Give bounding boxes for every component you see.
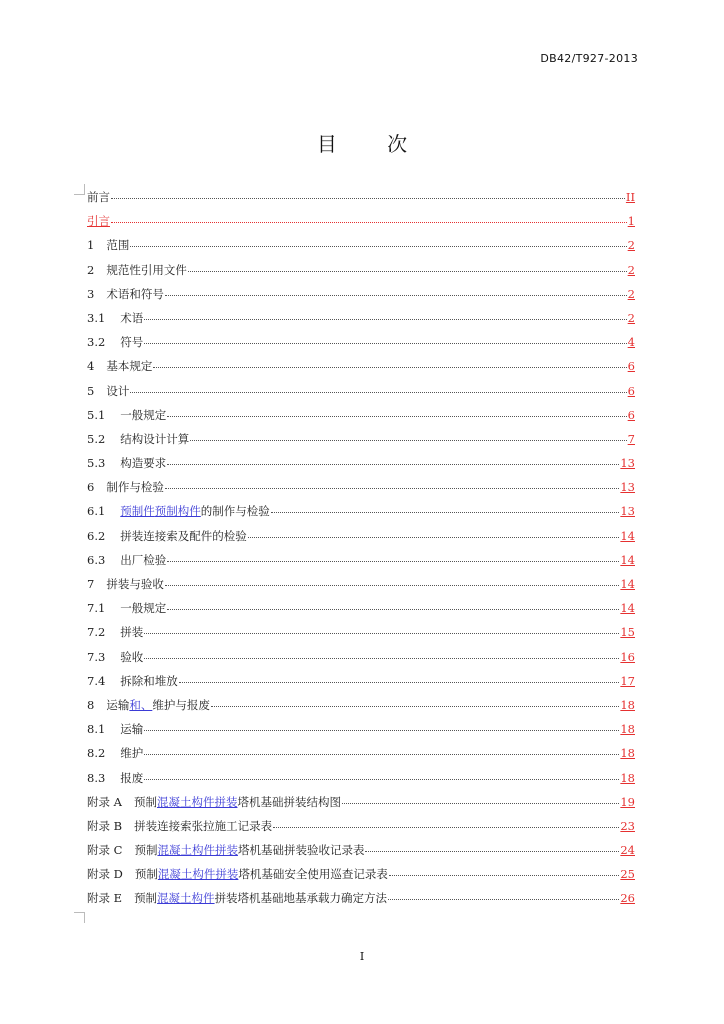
revision-inserted-text[interactable]: 混凝土构件拼装	[156, 794, 238, 809]
toc-entry[interactable]	[87, 576, 635, 600]
toc-dot-leader	[165, 294, 627, 296]
toc-entry-label	[87, 770, 143, 786]
toc-dot-leader	[167, 608, 619, 610]
toc-page-link[interactable]: 4	[627, 335, 635, 350]
toc-entry-label	[87, 649, 143, 665]
toc-page-link[interactable]: 19	[620, 794, 635, 809]
toc-entry-title: 制作与检验	[106, 480, 164, 495]
toc-dot-leader	[271, 511, 620, 513]
toc-page-link[interactable]: 14	[620, 577, 635, 591]
toc-entry-label	[87, 503, 270, 519]
toc-entry-number: 5.3	[87, 456, 106, 471]
toc-entry-title-part: 预制	[134, 867, 158, 882]
toc-page-link[interactable]: 16	[620, 649, 635, 664]
toc-entry-title	[134, 795, 341, 809]
margin-mark-top	[74, 184, 85, 195]
toc-entry[interactable]	[87, 310, 635, 334]
toc-page-link[interactable]: 24	[620, 843, 635, 858]
toc-entry-label	[87, 576, 164, 592]
toc-entry-title: 符号	[120, 335, 144, 350]
toc-entry-number: 3	[87, 286, 95, 301]
toc-entry-title	[106, 698, 210, 712]
toc-entry-number: 3.1	[87, 310, 106, 325]
toc-dot-leader	[130, 245, 626, 247]
toc-entry[interactable]	[87, 479, 635, 503]
toc-entry-number: 7	[87, 577, 95, 591]
revision-deleted-text: 预制件	[120, 504, 155, 519]
toc-entry[interactable]	[87, 358, 635, 382]
toc-dot-leader	[167, 463, 619, 465]
table-of-contents	[87, 189, 635, 915]
toc-entry-label	[87, 407, 166, 423]
toc-dot-leader	[111, 221, 627, 223]
toc-entry-title	[120, 504, 270, 518]
toc-entry-number: 附录 D	[87, 867, 123, 882]
toc-entry[interactable]	[87, 745, 635, 769]
toc-entry-number: 5.1	[87, 407, 106, 422]
toc-entry-title: 一般规定	[120, 601, 167, 616]
toc-page-link[interactable]: 2	[627, 262, 635, 277]
page-title: 目 次	[316, 132, 430, 156]
toc-entry-title-part: 的制作与检验	[200, 504, 270, 519]
revision-inserted-text[interactable]: 和、	[129, 697, 153, 712]
toc-entry[interactable]	[87, 600, 635, 624]
toc-dot-leader	[144, 729, 619, 731]
toc-dot-leader	[188, 270, 627, 272]
toc-entry-title-part: 预制	[134, 843, 158, 858]
toc-entry-number: 8.2	[87, 746, 106, 761]
toc-entry[interactable]	[87, 697, 635, 721]
toc-page-link[interactable]: 13	[620, 480, 635, 495]
toc-entry[interactable]	[87, 673, 635, 697]
toc-dot-leader	[365, 850, 619, 852]
toc-entry[interactable]	[87, 842, 635, 866]
toc-dot-leader	[248, 536, 620, 538]
toc-entry-title	[135, 867, 388, 881]
margin-mark-bottom	[74, 912, 85, 923]
toc-entry-label	[87, 721, 143, 737]
toc-entry-number: 5.2	[87, 431, 106, 446]
toc-page-link[interactable]: 2	[627, 310, 635, 325]
toc-page-link[interactable]: 2	[627, 286, 635, 301]
toc-entry-number: 6.2	[87, 528, 106, 543]
toc-page-link[interactable]: 18	[620, 770, 635, 785]
toc-entry-number: 1	[87, 238, 95, 253]
toc-dot-leader	[144, 318, 626, 320]
toc-entry[interactable]	[87, 649, 635, 673]
toc-entry[interactable]	[87, 528, 635, 552]
toc-page-link[interactable]: 14	[620, 528, 635, 543]
toc-entry[interactable]	[87, 624, 635, 648]
toc-entry[interactable]	[87, 189, 635, 213]
toc-entry-label	[87, 455, 166, 471]
toc-dot-leader	[130, 391, 626, 393]
toc-entry-title-part: 塔机基础拼装结构图	[237, 794, 341, 809]
revision-inserted-text[interactable]: 混凝土构件拼装	[157, 843, 238, 858]
toc-entry[interactable]	[87, 552, 635, 576]
toc-entry-title: 基本规定	[106, 359, 153, 374]
toc-entry[interactable]	[87, 503, 635, 527]
toc-page-link[interactable]: 13	[620, 456, 635, 471]
toc-entry-title: 前言	[87, 190, 110, 204]
toc-entry-label	[87, 189, 110, 205]
toc-dot-leader	[167, 560, 619, 562]
toc-entry-label	[87, 431, 189, 447]
toc-entry[interactable]	[87, 262, 635, 286]
toc-dot-leader	[389, 874, 619, 876]
toc-entry[interactable]	[87, 866, 635, 890]
toc-page-link[interactable]: 6	[627, 407, 635, 422]
toc-entry-number: 8.3	[87, 770, 106, 785]
toc-page-link[interactable]: 26	[620, 891, 635, 906]
toc-page-link[interactable]: 15	[620, 625, 635, 640]
toc-entry-label	[87, 213, 110, 229]
toc-entry-label	[87, 358, 152, 374]
toc-entry-number: 3.2	[87, 335, 106, 350]
toc-entry-label	[87, 528, 247, 544]
toc-entry-title: 术语	[120, 310, 144, 325]
toc-entry-title: 维护	[120, 746, 144, 761]
toc-entry[interactable]	[87, 383, 635, 407]
toc-entry-label	[87, 866, 388, 882]
toc-entry-title	[134, 891, 387, 905]
toc-entry-number: 7.1	[87, 601, 106, 616]
toc-entry-number: 附录 B	[87, 818, 123, 833]
toc-page-link[interactable]: 13	[620, 504, 635, 519]
toc-dot-leader	[342, 802, 619, 804]
toc-entry-title: 术语和符号	[106, 286, 164, 301]
toc-dot-leader	[167, 415, 626, 417]
toc-entry[interactable]	[87, 770, 635, 794]
toc-entry-title: 结构设计计算	[120, 431, 190, 446]
toc-dot-leader	[144, 632, 619, 634]
toc-entry[interactable]	[87, 286, 635, 310]
toc-entry-title: 拼装连接索张拉施工记录表	[134, 818, 273, 833]
toc-entry[interactable]	[87, 431, 635, 455]
toc-entry-label	[87, 310, 143, 326]
toc-entry-title-part: 预制	[133, 794, 157, 809]
toc-entry[interactable]	[87, 890, 635, 914]
toc-entry[interactable]	[87, 237, 635, 261]
toc-dot-leader	[165, 487, 620, 489]
toc-dot-leader	[388, 898, 619, 900]
toc-dot-leader	[273, 826, 619, 828]
toc-entry[interactable]	[87, 794, 635, 818]
toc-entry-label	[87, 818, 272, 834]
toc-entry-title-part: 运输	[106, 697, 130, 712]
toc-dot-leader	[153, 366, 626, 368]
toc-entry-title: 报废	[120, 770, 144, 785]
toc-entry[interactable]	[87, 721, 635, 745]
toc-entry-label	[87, 237, 129, 253]
toc-entry[interactable]	[87, 407, 635, 431]
toc-entry-number: 附录 E	[87, 891, 123, 906]
revision-inserted-text[interactable]: 混凝土构件	[157, 891, 215, 906]
toc-page-link[interactable]: 6	[627, 383, 635, 398]
toc-entry-title: 拼装与验收	[106, 577, 164, 591]
toc-entry-title-part: 拼装塔机基础地基承载力确定方法	[214, 891, 388, 906]
revision-inserted-text[interactable]: 混凝土构件拼装	[157, 867, 239, 882]
toc-page-link[interactable]: 25	[620, 867, 635, 882]
revision-inserted-text[interactable]: 预制构件	[154, 504, 201, 519]
toc-entry-title: 一般规定	[120, 407, 167, 422]
toc-dot-leader	[111, 197, 625, 199]
toc-entry-label	[87, 286, 164, 302]
toc-entry-title: 拆除和堆放	[120, 673, 178, 688]
toc-entry-label	[87, 890, 387, 906]
toc-entry-label	[87, 673, 178, 689]
toc-dot-leader	[144, 657, 619, 659]
toc-page-link[interactable]: 7	[627, 431, 635, 446]
toc-entry-title: 规范性引用文件	[106, 262, 187, 277]
toc-page-link[interactable]: 6	[627, 359, 635, 374]
toc-entry-number: 6	[87, 480, 95, 495]
toc-entry-number: 附录 C	[87, 843, 123, 858]
toc-entry-number: 7.4	[87, 673, 106, 688]
toc-entry-title: 运输	[120, 722, 144, 737]
toc-entry[interactable]	[87, 455, 635, 479]
toc-entry-title: 引言	[87, 214, 110, 229]
toc-dot-leader	[165, 584, 620, 586]
toc-entry-title: 范围	[106, 238, 130, 253]
toc-dot-leader	[144, 342, 626, 344]
toc-entry-label	[87, 334, 143, 350]
toc-entry[interactable]	[87, 818, 635, 842]
toc-entry-label	[87, 383, 129, 399]
toc-entry-title: 出厂检验	[120, 552, 167, 567]
toc-entry-number: 6.3	[87, 552, 106, 567]
toc-entry-label	[87, 262, 187, 278]
toc-entry-number: 8.1	[87, 722, 106, 737]
toc-entry-label	[87, 479, 164, 495]
toc-entry-title: 构造要求	[120, 456, 167, 471]
toc-entry-title: 拼装连接索及配件的检验	[120, 528, 247, 543]
toc-entry-title-part: 维护与报废	[152, 697, 210, 712]
toc-entry-number: 7.3	[87, 649, 106, 664]
toc-entry-label	[87, 600, 166, 616]
toc-dot-leader	[179, 681, 620, 683]
toc-entry[interactable]	[87, 213, 635, 237]
toc-entry-label	[87, 697, 210, 713]
toc-entry-title-part: 塔机基础拼装验收记录表	[237, 843, 365, 858]
toc-entry-title: 验收	[120, 649, 144, 664]
toc-entry-title-part: 塔机基础安全使用巡查记录表	[238, 867, 388, 882]
toc-entry-number: 2	[87, 262, 95, 277]
toc-entry-number: 7.2	[87, 625, 106, 640]
toc-entry-label	[87, 842, 364, 858]
toc-entry-label	[87, 745, 143, 761]
toc-entry-label	[87, 552, 166, 568]
toc-page-link[interactable]: 14	[620, 601, 635, 616]
toc-page-link[interactable]: II	[625, 190, 635, 204]
toc-entry-number: 5	[87, 383, 95, 398]
toc-page-link[interactable]: 2	[627, 238, 635, 253]
toc-entry[interactable]	[87, 334, 635, 358]
standard-code: DB42/T927-2013	[540, 52, 638, 65]
toc-entry-label	[87, 794, 341, 810]
toc-entry-title	[134, 843, 364, 857]
toc-entry-label	[87, 624, 143, 640]
toc-dot-leader	[144, 753, 619, 755]
toc-entry-number: 附录 A	[87, 794, 122, 809]
toc-entry-title: 设计	[106, 383, 130, 398]
toc-page-link[interactable]: 17	[620, 673, 635, 688]
toc-entry-number: 6.1	[87, 504, 106, 519]
toc-page-link[interactable]: 1	[627, 214, 635, 229]
toc-page-link[interactable]: 14	[620, 552, 635, 567]
toc-entry-title-part: 预制	[134, 891, 158, 906]
toc-entry-number: 4	[87, 359, 95, 374]
toc-page-link[interactable]: 23	[620, 818, 635, 833]
page-number: I	[359, 950, 365, 963]
toc-page-link[interactable]: 18	[620, 746, 635, 761]
toc-entry-title: 拼装	[120, 625, 144, 640]
toc-dot-leader	[211, 705, 620, 707]
toc-page-link[interactable]: 18	[620, 697, 635, 712]
toc-page-link[interactable]: 18	[620, 722, 635, 737]
toc-entry-number: 8	[87, 697, 95, 712]
toc-dot-leader	[144, 778, 619, 780]
toc-dot-leader	[190, 439, 626, 441]
